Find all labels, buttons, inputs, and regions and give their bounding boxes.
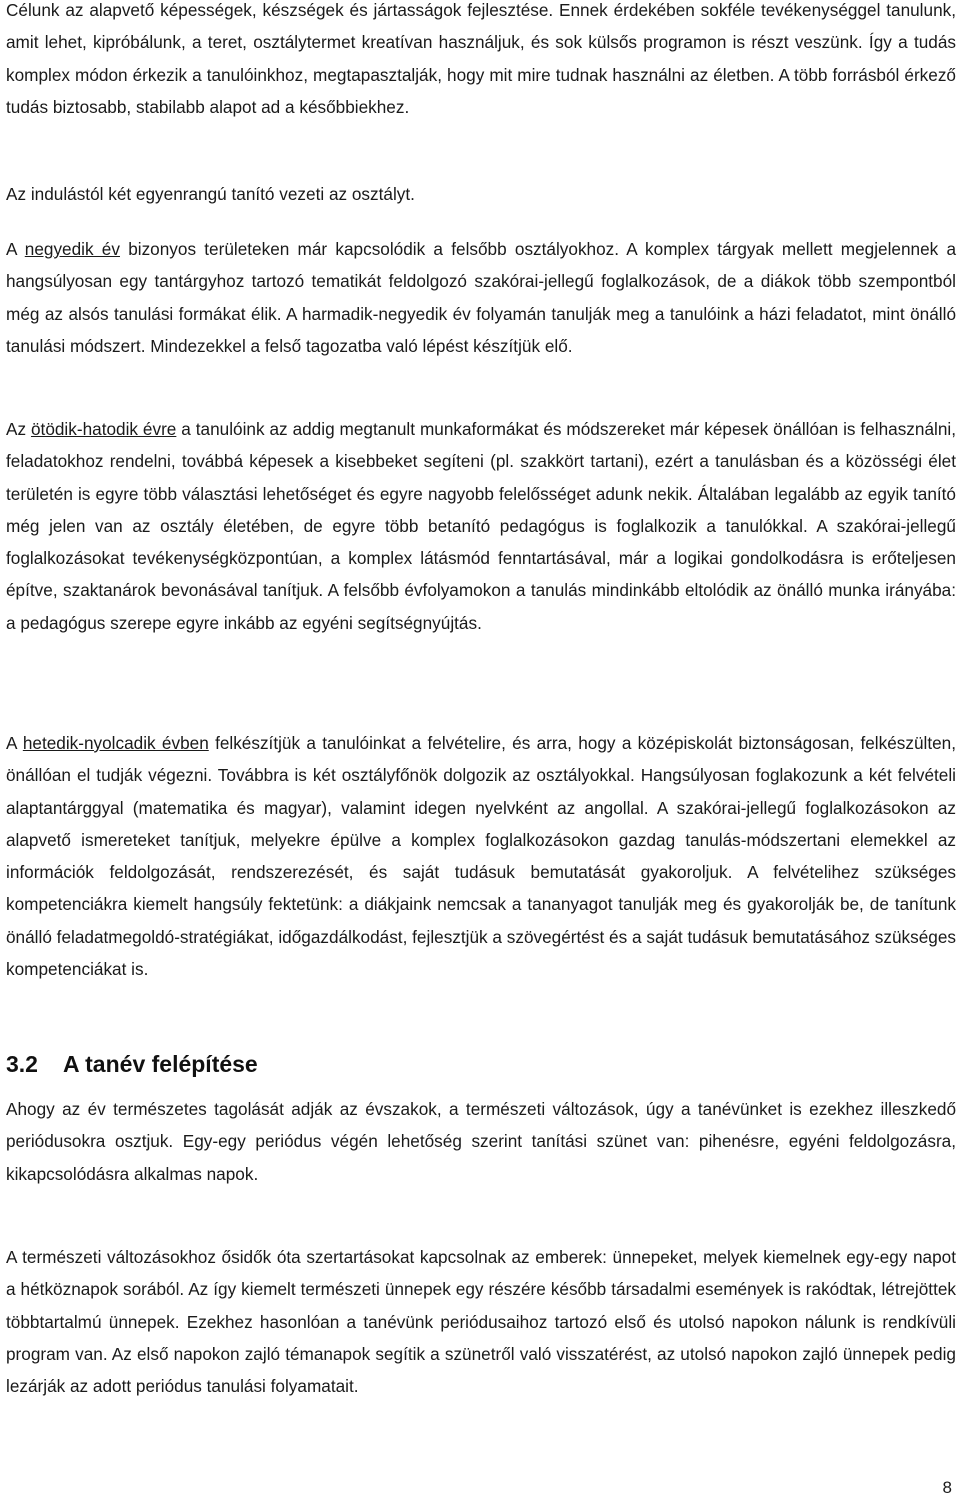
fifth-sixth-year-link: ötödik-hatodik évre — [30, 419, 177, 439]
paragraph-fourth-year — [6, 233, 956, 362]
p4-pre: Az — [6, 419, 31, 439]
fourth-year-link: negyedik év — [24, 239, 120, 259]
p5-post: felkészítjük a tanulóinkat a felvételire, és arra, hogy a középiskolát biztonságosan, felkészülten, önállóan el tudják végezni. Továbbra is két osztályfőnök dolgozik az osztályokkal. Hangsúlyosan foglakozunk a két felvételi alaptantárggyal (matematika és magyar), valamint idegen nyelvként az angollal. A szakórai-jellegű foglalkozásokon az alapvető ismereteket tanítjuk, melyekre épülve a komplex foglalkozásokon gazdag tanulás-módszertani elemekkel az információk feldolgozását, rendszerezését, és saját tudásuk bemutatását gyakoroljuk. A felvételihez szükséges kompetenciákra kiemelt hangsúly fektetünk: a diákjaink nemcsak a tananyagot tanulják meg és gyakorolják be, de tanítunk önálló feladatmegoldó-stratégiákat, időgazdálkodást, fejlesztjük a szövegértést és a saját tudásuk bemutatásához szükséges kompetenciákat is. — [6, 733, 957, 980]
section-number: 3.2 — [6, 1051, 38, 1077]
page-number: 8 — [942, 1478, 952, 1497]
section-title: A tanév felépítése — [63, 1051, 258, 1077]
paragraph-goals: Célunk az alapvető képességek, készségek és jártasságok fejlesztése. Ennek érdekében sokféle tevékenységgel tanulunk, amit lehet, kipróbálunk, a teret, osztálytermet kreatívan használjuk, és sok külsős programon is részt veszünk. Így a tudás komplex módon érkezik a tanulóinkhoz, megtapasztalják, hogy mit mire tudnak használni az életben. A több forrásból érkező tudás biztosabb, stabilabb alapot ad a későbbiekhez. — [6, 0, 956, 117]
p3-post: bizonyos területeken már kapcsolódik a felsőbb osztályokhoz. A komplex tárgyak mellett megjelennek a hangsúlyosan egy tantárgyhoz tartozó tematikát feldolgozó szakórai-jellegű foglalkozások, de a diákok több szempontból még az alsós tanulási formákat élik. A harmadik-negyedik év folyamán tanulják meg a tanulóink a házi feladatot, mint önálló tanulási módszert. Mindezekkel a felső tagozatba való lépést készítjük elő. — [6, 239, 957, 356]
p3-pre: A — [6, 239, 25, 259]
paragraph-celebrations: A természeti változásokhoz ősidők óta szertartásokat kapcsolnak az emberek: ünnepeket, melyek kiemelnek egy-egy napot a hétköznapok sorából. Az így kiemelt természeti ünnepek egy részére később társadalmi események is rakódtak, létrejöttek többtartalmú ünnepek. Ezekhez hasonlóan a tanévünk periódusaihoz tartozó első és utolsó napokon nálunk is rendkívüli program van. Az első napokon zajló témanapok segítik a szünetről való visszatérést, az utolsó napokon zajló ünnepek pedig lezárják az adott periódus tanulási folyamatait. — [6, 1247, 956, 1397]
paragraph-seventh-eighth-year — [6, 727, 956, 985]
p5-pre: A — [6, 733, 23, 753]
paragraph-school-year-periods: Ahogy az év természetes tagolását adják az évszakok, a természeti változások, úgy a tanévünket is ezekhez illeszkedő periódusokra osztjuk. Egy-egy periódus végén lehetőség szerint tanítási szünet van: pihenésre, egyéni feldolgozásra, kikapcsolódásra alkalmas napok. — [6, 1099, 956, 1184]
seventh-eighth-year-link: hetedik-nyolcadik évben — [22, 733, 209, 753]
paragraph-two-teachers: Az indulástól két egyenrangú tanító vezeti az osztályt. — [6, 184, 415, 204]
p4-post: a tanulóink az addig megtanult munkaformákat és módszereket már képesek önállóan is felhasználni, feladatokhoz rendelni, továbbá képesek a kisebbeket segíteni (pl. szakkört tartani), ezért a tanulásban és a közösségi élet területén is egyre több választási lehetőséget és egyre nagyobb felelősséget adunk nekik. Általában legalább az egyik tanító még jelen van az osztály életében, de egyre több betanító pedagógus is foglalkozik a tanulókkal. A szakórai-jellegű foglalkozásokat tevékenységközpontúan, a komplex látásmód fenntartásával, már a logikai gondolkodásra is erőteljesen építve, szaktanárok bevonásával tanítjuk. A felsőbb évfolyamokon a tanulás mindinkább eltolódik az önálló munka irányába: a pedagógus szerepe egyre inkább az egyéni segítségnyújtás. — [6, 419, 956, 633]
paragraph-fifth-sixth-year — [6, 413, 956, 639]
section-heading — [6, 1048, 258, 1080]
